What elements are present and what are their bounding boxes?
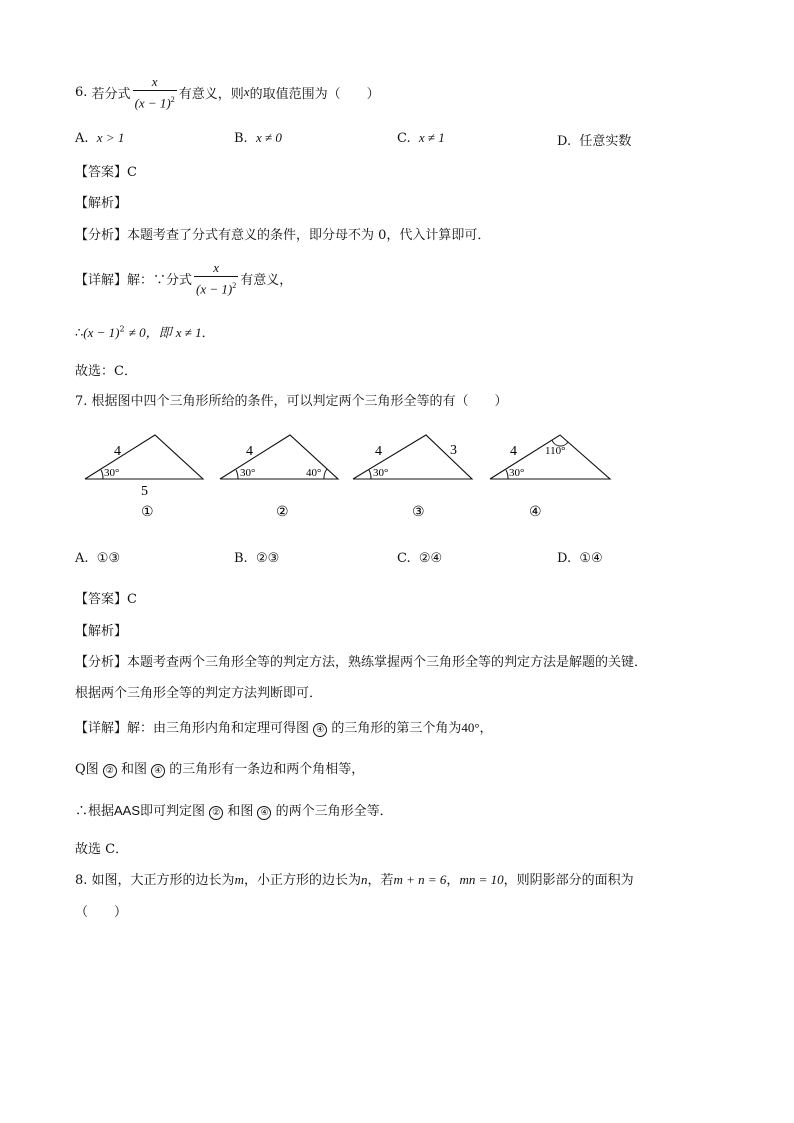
- triangle-3-side: 4: [375, 444, 382, 459]
- q6-option-b-text: x ≠ 0: [255, 130, 282, 145]
- q7-option-a: [75, 551, 120, 566]
- q6-fenxi-text: 本题考查了分式有意义的条件，即分母不为 0，代入计算即可．: [127, 228, 491, 243]
- q7-conclusion: 故选 C．: [75, 842, 129, 857]
- q8-eq1: m + n = 6: [393, 872, 447, 887]
- q8-stem-c: ，若: [367, 873, 394, 888]
- q6-detail-post: 有意义，: [240, 272, 293, 288]
- triangle-3-angle: 30°: [373, 467, 389, 479]
- triangle-3-label: ③: [412, 505, 425, 520]
- triangle-4: [490, 435, 610, 520]
- q6-option-d: [557, 130, 631, 149]
- q6-fenxi: [75, 224, 490, 243]
- q6-option-a-text: x > 1: [96, 130, 125, 145]
- q6-var: x: [243, 84, 250, 99]
- q7-detail-text-c: ，: [479, 721, 493, 736]
- q6-therefore: [75, 322, 215, 341]
- q6-option-b: [234, 130, 282, 146]
- q6-answer-label: 【答案】: [75, 165, 128, 180]
- q7-line3-aas: AAS: [114, 803, 141, 818]
- q7-option-d: [557, 551, 603, 566]
- q6-detail-frac-den-base: (x − 1): [196, 281, 233, 297]
- q7-stem-text: 根据图中四个三角形所给的条件，可以判定两个三角形全等的有（ ）: [91, 394, 508, 409]
- q6-frac-num: x: [133, 74, 177, 91]
- q7-line2-post: 的三角形有一条边和两个角相等，: [169, 762, 365, 777]
- q7-line3-mid: 即可判定图: [140, 804, 206, 819]
- q7-option-c-text: ②④: [418, 551, 443, 566]
- triangle-2-label: ②: [276, 505, 289, 520]
- q6-suffix-a: 有意义，则: [178, 86, 244, 102]
- q6-frac-den-base: (x − 1): [134, 95, 171, 111]
- q7-answer-value: C: [127, 592, 137, 607]
- q6-therefore-base: (x − 1): [83, 325, 120, 340]
- q7-triangles-figure: [80, 430, 620, 525]
- q7-line3-circle-1: ②: [209, 806, 223, 820]
- q8-stem-d: ，: [446, 873, 460, 888]
- triangle-2-angle2: 40°: [306, 467, 322, 479]
- q7-line3-and: 和图: [227, 804, 254, 819]
- q6-detail-frac-den: [194, 277, 238, 296]
- triangle-2-angle: 30°: [240, 467, 256, 479]
- q6-option-b-letter: B.: [234, 131, 248, 146]
- q6-number: 6.: [75, 84, 88, 100]
- triangle-1-side: 4: [114, 444, 121, 459]
- q7-stem: [75, 390, 508, 409]
- triangle-2: [220, 435, 338, 520]
- triangle-4-angle: 30°: [509, 467, 525, 479]
- q6-prefix: 若分式: [91, 86, 131, 102]
- q8-var-n: n: [360, 872, 368, 887]
- q7-line2-circle-2: ④: [151, 764, 165, 778]
- triangle-1-label: ①: [141, 505, 154, 520]
- q8-stem-a: 如图，大正方形的边长为: [91, 873, 235, 888]
- q6-detail: [75, 258, 292, 298]
- q7-option-d-letter: D.: [557, 551, 572, 566]
- q6-option-c: [397, 130, 445, 146]
- q8-paren: （ ）: [75, 905, 128, 920]
- triangle-1-angle: 30°: [104, 467, 120, 479]
- q6-option-d-letter: D.: [557, 134, 572, 149]
- q7-detail-text-b: 的三角形的第三个角为: [331, 721, 462, 736]
- q6-option-c-letter: C.: [397, 131, 411, 146]
- q6-option-c-text: x ≠ 1: [418, 130, 445, 145]
- q6-detail-pre: 解：∵分式: [127, 272, 193, 288]
- triangle-3: [353, 435, 472, 520]
- q6-answer-value: C: [127, 165, 137, 180]
- q6-therefore-exp: 2: [119, 324, 125, 334]
- q8-var-m: m: [234, 872, 244, 887]
- q6-detail-label: 【详解】: [75, 272, 128, 288]
- q7-fenxi-label: 【分析】: [75, 655, 128, 670]
- q7-option-c-letter: C.: [397, 551, 411, 566]
- q6-frac-den: [133, 91, 177, 110]
- triangle-1: [85, 435, 203, 520]
- q7-option-a-text: ①③: [96, 551, 121, 566]
- q6-detail-fraction: [194, 260, 238, 296]
- q8-number: 8.: [75, 873, 88, 888]
- q8-eq2: mn = 10: [459, 872, 504, 887]
- q7-option-b-text: ②③: [255, 551, 280, 566]
- triangle-4-angle-top: 110°: [545, 445, 566, 457]
- q7-fenxi: [75, 651, 647, 670]
- q7-analysis-label: 【解析】: [75, 624, 128, 639]
- q7-detail: [75, 717, 493, 737]
- q6-therefore-tail: ．: [201, 326, 215, 341]
- q7-number: 7.: [75, 394, 88, 409]
- q6-suffix-b: 的取值范围为（ ）: [249, 86, 380, 102]
- q7-detail-angle: 40°: [461, 720, 480, 735]
- q7-option-b: [234, 551, 279, 566]
- q7-line3: [75, 800, 393, 820]
- q7-line3-post: 的两个三角形全等．: [275, 804, 393, 819]
- q7-line2-pre: Q图: [75, 762, 99, 777]
- q6-conclusion: 故选：C．: [75, 364, 137, 379]
- triangle-1-base: 5: [141, 484, 148, 499]
- triangle-4-label: ④: [529, 505, 542, 520]
- q7-line3-pre: ∴根据: [75, 804, 115, 819]
- q7-line2: [75, 758, 364, 778]
- q6-therefore-end: x ≠ 1: [175, 325, 202, 340]
- q6-fenxi-label: 【分析】: [75, 228, 128, 243]
- q6-fraction: [133, 74, 177, 110]
- triangle-4-side: 4: [510, 444, 517, 459]
- q7-fenxi-text: 本题考查两个三角形全等的判定方法，熟练掌握两个三角形全等的判定方法是解题的关键．: [127, 655, 648, 670]
- q8-stem: [75, 869, 634, 888]
- q6-option-d-text: 任意实数: [579, 134, 632, 149]
- q6-therefore-symbol: ∴: [75, 326, 84, 341]
- q6-answer: [75, 161, 137, 180]
- q7-line2-mid: 和图: [120, 762, 147, 777]
- q7-line3-circle-2: ④: [257, 806, 271, 820]
- q7-line2-circle-1: ②: [103, 764, 117, 778]
- q7-answer: [75, 588, 137, 607]
- q6-therefore-mid: ≠ 0，即: [128, 325, 172, 340]
- q8-stem-b: ，小正方形的边长为: [243, 873, 361, 888]
- q6-frac-den-exp: 2: [170, 94, 175, 104]
- q6-option-a-letter: A.: [75, 131, 89, 146]
- triangle-3-side2: 3: [450, 443, 457, 458]
- q6-analysis-label: 【解析】: [75, 196, 128, 211]
- q6-stem: [75, 72, 380, 112]
- q7-option-d-text: ①④: [579, 551, 603, 566]
- q6-detail-frac-num: x: [194, 260, 238, 277]
- q8-stem-e: ，则阴影部分的面积为: [503, 873, 634, 888]
- triangle-2-side: 4: [246, 444, 253, 459]
- q7-option-b-letter: B.: [234, 551, 248, 566]
- q7-detail-circle: ④: [313, 723, 327, 737]
- q7-fenxi-2: 根据两个三角形全等的判定方法判断即可．: [75, 686, 323, 701]
- q7-option-c: [397, 551, 442, 566]
- q7-detail-label: 【详解】: [75, 721, 128, 736]
- q7-answer-label: 【答案】: [75, 592, 128, 607]
- q7-detail-text-a: 解：由三角形内角和定理可得图: [127, 721, 310, 736]
- q6-detail-frac-den-exp: 2: [232, 280, 237, 290]
- q7-option-a-letter: A.: [75, 551, 89, 566]
- q6-option-a: [75, 130, 124, 146]
